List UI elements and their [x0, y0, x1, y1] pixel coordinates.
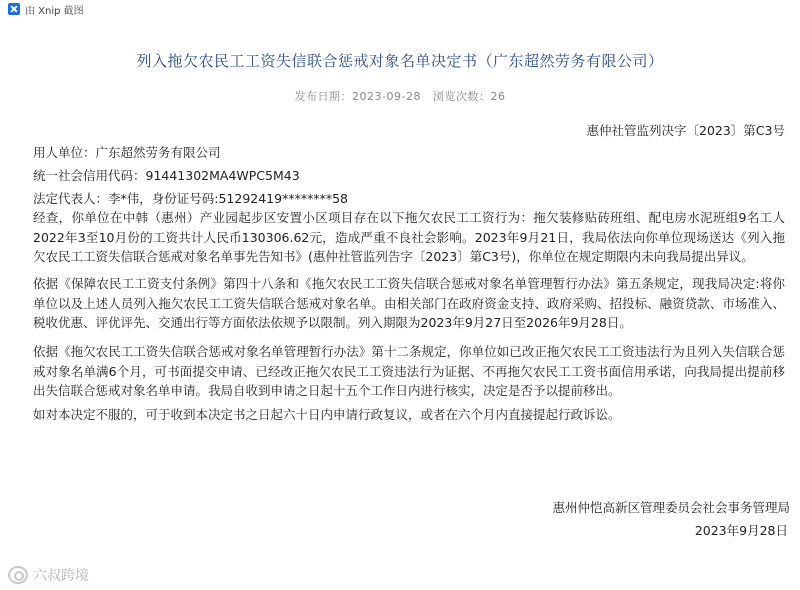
paragraph-decision: 依据《保障农民工工资支付条例》第四十八条和《拖欠农民工工资失信联合惩戒对象名单管理暂行办法》第五条规定，现我局决定:将你单位以及上述人员列入拖欠农民工工资失信联合惩戒对象名单。由相关部门在政府资金支持、政府采购、招投标、融资贷款、市场准入、税收优惠、评优评先、交通出行等方面依法依规予以限制。列入期限为2023年9月27日至2026年9月28日。 — [33, 276, 785, 330]
legal-rep-field: 法定代表人：李*伟，身份证号码:51292419********58 — [33, 191, 348, 206]
page-title: 列入拖欠农民工工资失信联合惩戒对象名单决定书（广东超然劳务有限公司） — [136, 52, 664, 70]
xnip-app-icon — [8, 3, 20, 15]
window-tab-title[interactable]: 由 Xnip 截图 — [25, 5, 84, 17]
window-tab-bar — [0, 0, 800, 18]
signing-date: 2023年9月28日 — [694, 523, 788, 538]
signing-organization: 惠州仲恺高新区管理委员会社会事务管理局 — [552, 500, 790, 515]
employer-field: 用人单位：广东超然劳务有限公司 — [33, 145, 221, 160]
paragraph-appeal: 如对本决定不服的，可于收到本决定书之日起六十日内申请行政复议，或者在六个月内直接提起行政诉讼。 — [33, 407, 621, 422]
paragraph-findings: 经查，你单位在中韩（惠州）产业园起步区安置小区项目存在以下拖欠农民工工资行为：拖欠装修贴砖班组、配电房水泥班组9名工人2022年3至10月份的工资共计人民币130306.62元，造成严重不良社会影响。2023年9月21日，我局依法向你单位现场送达《列入拖欠农民工工资失信联合惩戒对象名单事先告知书》(惠仲社管监列告字〔2023〕第C3号)，你单位在规定期限内未向我局提出异议。 — [33, 210, 785, 264]
watermark-logo-icon — [8, 566, 28, 584]
credit-code-field: 统一社会信用代码：91441302MA4WPC5M43 — [33, 168, 300, 183]
publish-date: 发布日期：2023-09-28 — [294, 90, 421, 103]
document-number: 惠仲社管监列决字〔2023〕第C3号 — [586, 123, 785, 138]
watermark — [8, 565, 89, 585]
view-count: 浏览次数：26 — [432, 90, 506, 103]
publish-meta — [0, 88, 800, 104]
watermark-text: 六叔跨境 — [33, 568, 89, 584]
paragraph-removal: 依据《拖欠农民工工资失信联合惩戒对象名单管理暂行办法》第十二条规定，你单位如已改正拖欠农民工工资违法行为且列入失信联合惩戒对象名单满6个月，可书面提交申请、已经改正拖欠农民工工资违法行为证据、不再拖欠农民工工资书面信用承诺，向我局提出提前移出失信联合惩戒对象名单申请。我局自收到申请之日起十五个工作日内进行核实，决定是否予以提前移出。 — [33, 344, 785, 398]
